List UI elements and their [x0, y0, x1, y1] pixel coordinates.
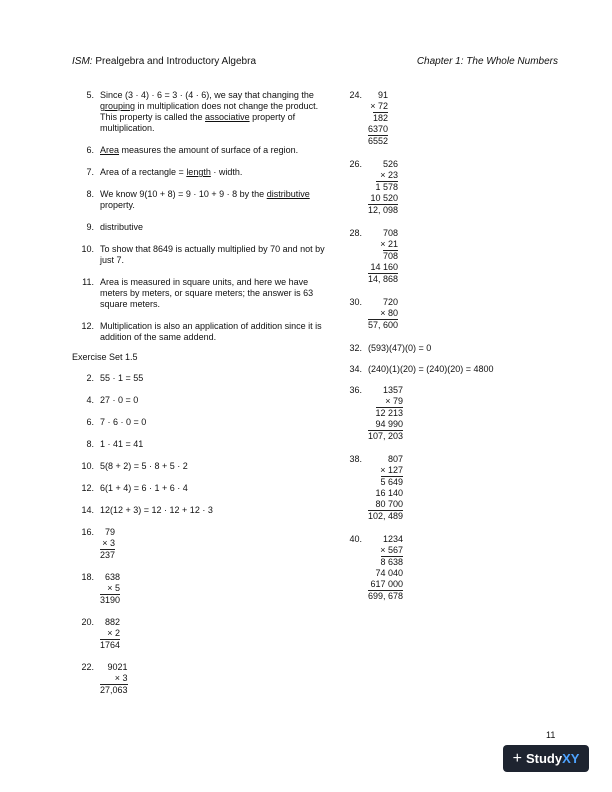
item-text	[100, 321, 332, 343]
item-text: 1 · 41 = 41	[100, 439, 144, 449]
exercise-item	[72, 222, 332, 233]
exercise-item	[72, 395, 332, 406]
item-text: 7 · 6 · 0 = 0	[100, 417, 147, 427]
stack-row: 882	[105, 617, 121, 627]
exercise-set-title: Exercise Set 1.5	[72, 352, 138, 362]
text-run: · width.	[210, 167, 243, 177]
multiplication-stack	[100, 572, 120, 606]
stack-row: 27,063	[100, 685, 128, 695]
exercise-item	[72, 483, 332, 494]
stack-row: 10 520	[370, 193, 399, 203]
stack-row: 526	[383, 159, 399, 169]
stack-row: 1764	[100, 640, 121, 650]
header-book-title: Prealgebra and Introductory Algebra	[92, 56, 256, 67]
item-number: 6.	[86, 145, 94, 155]
studyxy-logo	[503, 745, 589, 772]
text-run: Area of a rectangle =	[100, 167, 187, 177]
item-number: 38.	[349, 454, 362, 464]
multiplication-problem	[340, 385, 550, 442]
stack-row: 638	[105, 572, 121, 582]
item-number: 11.	[82, 277, 94, 287]
item-number: 10.	[81, 461, 94, 471]
multiplication-stack	[368, 90, 388, 147]
header-abbrev: ISM:	[72, 56, 93, 67]
multiplication-problem	[340, 454, 550, 522]
stack-row: 16 140	[375, 488, 404, 498]
stack-row: × 79	[385, 396, 404, 406]
stack-row: 3190	[100, 595, 121, 605]
item-number: 32.	[349, 343, 362, 353]
stack-row: 102, 489	[368, 511, 404, 521]
logo-accent: XY	[562, 751, 580, 766]
page-number: 11	[546, 730, 556, 740]
stack-row: × 3	[114, 673, 128, 683]
exercise-item	[72, 189, 332, 211]
item-number: 8.	[86, 439, 94, 449]
item-number: 12.	[81, 321, 94, 331]
multiplication-stack	[368, 159, 398, 216]
plus-icon: +	[512, 749, 522, 767]
exercise-item	[340, 343, 550, 354]
key-term: length	[186, 167, 211, 177]
stack-row: × 72	[370, 101, 389, 111]
item-number: 40.	[349, 534, 362, 544]
stack-row: 80 700	[375, 499, 404, 509]
multiplication-problem	[340, 297, 550, 331]
text-run: property of multiplication.	[100, 112, 296, 133]
item-number: 5.	[86, 90, 94, 100]
item-number: 28.	[349, 228, 362, 238]
multiplication-problem	[72, 527, 332, 561]
stack-row: 107, 203	[368, 431, 404, 441]
exercise-item	[72, 417, 332, 428]
stack-row: × 2	[107, 628, 121, 638]
exercise-item	[72, 145, 332, 156]
item-number: 7.	[86, 167, 94, 177]
multiplication-problem	[72, 662, 332, 696]
stack-row: 14 160	[370, 262, 399, 272]
multiplication-problem	[340, 90, 550, 147]
exercise-item	[72, 167, 332, 178]
stack-row: 807	[388, 454, 404, 464]
key-term: distributive	[266, 189, 310, 199]
logo-text: Study	[525, 751, 563, 766]
stack-row: 79	[105, 527, 116, 537]
item-text	[100, 145, 332, 156]
multiplication-stack	[100, 617, 120, 651]
text-run: distributive	[100, 222, 144, 232]
stack-row: 9021	[107, 662, 128, 672]
item-number: 30.	[349, 297, 362, 307]
item-text	[100, 189, 332, 211]
multiplication-stack	[368, 228, 398, 285]
stack-row: × 5	[107, 583, 121, 593]
stack-row: 6552	[368, 136, 389, 146]
stack-row: × 80	[380, 308, 399, 318]
key-term: Area	[100, 145, 120, 155]
stack-row: 1234	[383, 534, 404, 544]
stack-row: × 127	[380, 465, 404, 475]
exercise-item	[72, 439, 332, 450]
right-column	[340, 90, 550, 614]
multiplication-problem	[72, 617, 332, 651]
item-number: 26.	[349, 159, 362, 169]
text-run: To show that 8649 is actually multiplied by 70 and not by just 7.	[100, 244, 325, 265]
exercise-item	[72, 277, 332, 310]
multiplication-problem	[340, 228, 550, 285]
running-header-left	[72, 56, 256, 67]
stack-row: 94 990	[375, 419, 404, 429]
multiplication-stack	[100, 527, 115, 561]
item-text: 12(12 + 3) = 12 · 12 + 12 · 3	[100, 505, 213, 515]
multiplication-problem	[340, 159, 550, 216]
text-run: Area is measured in square units, and here we have meters by meters, or square meters; the answer is 63 square meters.	[100, 277, 314, 309]
running-header-right: Chapter 1: The Whole Numbers	[416, 56, 558, 67]
multiplication-stack	[100, 662, 128, 696]
item-text	[100, 90, 332, 134]
exercise-item	[340, 364, 550, 375]
stack-row: 12, 098	[368, 205, 399, 215]
item-number: 14.	[81, 505, 94, 515]
stack-row: 708	[383, 251, 399, 261]
stack-row: 720	[383, 297, 399, 307]
item-number: 36.	[349, 385, 362, 395]
stack-row: × 23	[380, 170, 399, 180]
item-text: 5(8 + 2) = 5 · 8 + 5 · 2	[100, 461, 188, 471]
stack-row: 1 578	[375, 182, 399, 192]
multiplication-stack	[368, 454, 403, 522]
text-run: in multiplication does not change the product. This property is called the	[100, 101, 319, 122]
item-number: 24.	[349, 90, 362, 100]
stack-row: 5 649	[380, 477, 404, 487]
stack-row: 91	[378, 90, 389, 100]
stack-row: × 567	[380, 545, 404, 555]
stack-row: 74 040	[375, 568, 404, 578]
item-number: 4.	[86, 395, 94, 405]
item-number: 12.	[81, 483, 94, 493]
exercise-item	[72, 244, 332, 266]
stack-row: 12 213	[375, 408, 404, 418]
item-text	[100, 277, 332, 310]
stack-row: 182	[373, 113, 389, 123]
multiplication-problem	[72, 572, 332, 606]
item-number: 18.	[81, 572, 94, 582]
item-number: 9.	[86, 222, 94, 232]
exercise-item	[72, 461, 332, 472]
item-text: 6(1 + 4) = 6 · 1 + 6 · 4	[100, 483, 188, 493]
stack-row: 14, 868	[368, 274, 399, 284]
item-number: 6.	[86, 417, 94, 427]
item-text: 27 · 0 = 0	[100, 395, 139, 405]
stack-row: 1357	[383, 385, 404, 395]
stack-row: 237	[100, 550, 116, 560]
item-text	[100, 167, 332, 178]
multiplication-problem	[340, 534, 550, 602]
item-number: 2.	[86, 373, 94, 383]
stack-row: 699, 678	[368, 591, 404, 601]
item-number: 16.	[81, 527, 94, 537]
multiplication-stack	[368, 385, 403, 442]
item-text: 55 · 1 = 55	[100, 373, 144, 383]
text-run: Multiplication is also an application of addition since it is addition of the same addend.	[100, 321, 322, 342]
stack-row: 8 638	[380, 557, 404, 567]
item-number: 22.	[81, 662, 94, 672]
stack-row: × 21	[380, 239, 399, 249]
item-text	[100, 222, 332, 233]
exercise-item	[72, 90, 332, 134]
text-run: We know 9(10 + 8) = 9 · 10 + 9 · 8 by the	[100, 189, 267, 199]
text-run: measures the amount of surface of a region.	[119, 145, 299, 155]
item-number: 20.	[81, 617, 94, 627]
text-run: Since (3 · 4) · 6 = 3 · (4 · 6), we say that changing the	[100, 90, 314, 100]
item-text	[100, 244, 332, 266]
item-number: 8.	[86, 189, 94, 199]
exercise-item	[72, 373, 332, 384]
key-term: associative	[205, 112, 250, 122]
multiplication-stack	[368, 534, 403, 602]
exercise-item	[72, 321, 332, 343]
exercise-item	[72, 505, 332, 516]
item-text: (240)(1)(20) = (240)(20) = 4800	[368, 364, 494, 374]
item-text: (593)(47)(0) = 0	[368, 343, 432, 353]
key-term: grouping	[100, 101, 136, 111]
stack-row: 57, 600	[368, 320, 399, 330]
stack-row: 617 000	[370, 579, 404, 589]
item-number: 34.	[349, 364, 362, 374]
stack-row: 6370	[368, 124, 389, 134]
multiplication-stack	[368, 297, 398, 331]
item-number: 10.	[81, 244, 94, 254]
stack-row: × 3	[102, 538, 116, 548]
left-column	[72, 90, 332, 707]
text-run: property.	[100, 200, 135, 210]
stack-row: 708	[383, 228, 399, 238]
